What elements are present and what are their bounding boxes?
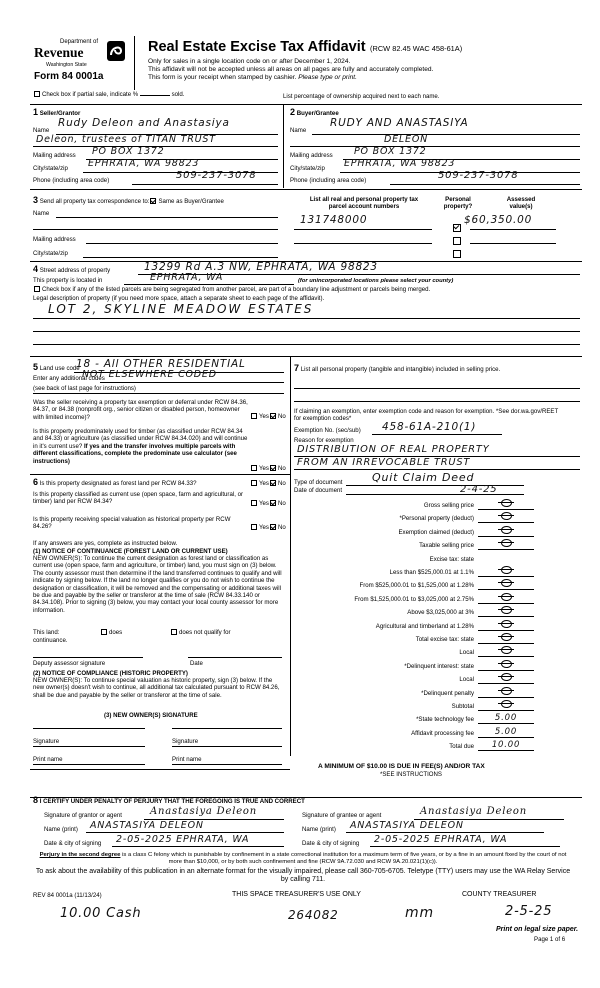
grantor-sig-label: Signature of grantor or agent	[44, 812, 122, 819]
seller-address[interactable]: PO BOX 1372	[92, 146, 165, 157]
grantor-name[interactable]: ANASTASIYA DELEON	[90, 820, 204, 831]
notice-compliance-body: NEW OWNER(S): To continue special valuation as historic property, sign (3) below. If the new owner(s) doesn't wish to continue, all additional tax calculated pursuant to RCW 84.26, shall be due and payable by the seller or transferor at the time of sale.	[33, 677, 280, 699]
s5-q2-no[interactable]	[270, 465, 276, 471]
treasurer-only: THIS SPACE TREASURER'S USE ONLY	[232, 891, 361, 898]
blank-mark-icon	[497, 673, 515, 680]
tax-row-value[interactable]	[482, 512, 530, 522]
deputy-signature-label: Deputy assessor signature	[33, 660, 106, 667]
s6-q1-no[interactable]	[270, 480, 276, 486]
certify-row: 8 I CERTIFY UNDER PENALTY OF PERJURY THAT THE FOREGOING IS TRUE AND CORRECT	[33, 795, 305, 805]
grantor-date-city[interactable]: 2-05-2025 EPHRATA, WA	[116, 834, 250, 845]
s5-q2-yes[interactable]	[251, 465, 257, 471]
buyer-phone-label: Phone (including area code)	[290, 177, 367, 184]
same-as-buyer-checkbox[interactable]	[150, 198, 156, 204]
tax-row-value[interactable]: 10.00	[491, 740, 521, 751]
tax-row-label: *Delinquent penalty	[421, 689, 474, 697]
receipt-number: 264082	[288, 908, 339, 922]
segregated-row: Check box if any of the listed parcels are being segregated from another parcel, are part of a boundary line adjustment or parcels being merged.	[33, 286, 430, 293]
rev-number: REV 84 0001a (11/13/24)	[33, 892, 102, 899]
tax-row-label: Above $3,025,000 at 3%	[407, 609, 474, 617]
notice-continuance-body: NEW OWNER(S): To continue the current designation as forest land or classification as current use (open space, farm and agriculture, or timber) land, you must sign on (3) below. The county assessor must then determine if the land transferred continues to qualify and will indicate by signing below. If the land no longer qualifies or you do not wish to continue the designation or classification, it will be removed and the compensating or additional taxes will be due and payable by the seller or transferor at the time of sale (RCW 84.33.140 or 84.34.108). Prior to signing (3) below, you may contact your local county assessor for more information.	[33, 555, 282, 614]
exemption-reason-1[interactable]: DISTRIBUTION OF REAL PROPERTY	[297, 444, 490, 455]
tax-row-value[interactable]	[482, 539, 530, 549]
tax-row-label: *Personal property (deduct)	[399, 515, 474, 523]
doc-type[interactable]: Quit Claim Deed	[372, 471, 475, 484]
title-text: Real Estate Excise Tax Affidavit	[148, 39, 366, 55]
notice-1: Only for sales in a single location code on or after December 1, 2024.	[148, 58, 351, 65]
buyer-address[interactable]: PO BOX 1372	[354, 146, 427, 157]
s6-q3-yes[interactable]	[251, 524, 257, 530]
located-note: (for unincorporated locations please select your county)	[298, 278, 454, 284]
s5-q1-no[interactable]	[270, 413, 276, 419]
corr-city-label: City/state/zip	[33, 250, 68, 257]
continuance-label: continuance.	[33, 637, 68, 644]
personal-header-2: property?	[443, 203, 473, 211]
tax-row-label: Affidavit processing fee	[411, 729, 474, 737]
grantor-name-label: Name (print)	[44, 826, 78, 833]
corr-name-label: Name	[33, 210, 50, 217]
blank-mark-icon	[497, 499, 515, 506]
personal-header-1: Personal	[445, 196, 471, 203]
cash-note: 10.00 Cash	[60, 906, 142, 921]
street-address[interactable]: 13299 Rd A.3 NW, EPHRATA, WA 98823	[144, 261, 378, 273]
tax-row-value[interactable]	[482, 620, 530, 630]
perjury-notice: Perjury in the second degree is a class C felony which is punishable by confinement in a state correctional institution for a maximum term of five years, or by a fine in an amount fixed by the court of not more than $10,000, or by both such confinement and fine (RCW 9A.72.030 and RCW 9A.20.021(1)(c)).	[39, 852, 567, 865]
tax-row-value[interactable]	[482, 579, 530, 589]
blank-mark-icon	[497, 539, 515, 546]
buyer-num: 2	[290, 107, 296, 117]
doc-date-label: Date of document	[294, 487, 343, 494]
s6-q2-answers: Yes No	[250, 500, 286, 507]
blank-mark-icon	[497, 687, 515, 694]
legal-paper-note: Print on legal size paper.	[496, 926, 579, 933]
tax-row-value[interactable]	[482, 593, 530, 603]
seller-name-label: Name	[33, 127, 50, 134]
see-back-note: (see back of last page for instructions)	[33, 385, 136, 392]
correspondence-row: 3 Send all property tax correspondence to: Same as Buyer/Grantee	[33, 195, 224, 205]
parcel-header-1: List all real and personal property tax	[309, 196, 419, 203]
stamp-date: 2-5-25	[505, 904, 553, 919]
s7-personal-property: 7 List all personal property (tangible and intangible) included in selling price.	[294, 363, 501, 373]
tax-row-label: Total due	[449, 743, 474, 751]
personal-property-checkbox-3[interactable]	[453, 250, 461, 258]
s5-q1-answers: Yes No	[250, 413, 286, 420]
county-treasurer: COUNTY TREASURER	[462, 891, 537, 898]
notice-compliance-title: (2) NOTICE OF COMPLIANCE (HISTORIC PROPERTY)	[33, 670, 188, 677]
new-owner-sig-title: (3) NEW OWNER(S) SIGNATURE	[104, 712, 198, 719]
tax-row-label: Gross selling price	[423, 502, 474, 509]
located-label: This property is located in	[33, 277, 103, 284]
grantor-signature[interactable]: Anastasiya Deleon	[150, 806, 257, 817]
exemption-label: If claiming an exemption, enter exemption code and reason for exemption. *See dor.wa.gov/REET for exemption codes*	[294, 408, 559, 423]
notice-3: This form is your receipt when stamped by cashier. Please type or print.	[148, 74, 357, 82]
reason-label: Reason for exemption	[294, 437, 354, 444]
owner-signature-label-2: Signature	[172, 738, 199, 745]
blank-mark-icon	[497, 660, 515, 667]
any-answers-note: If any answers are yes, complete as instructed below.	[33, 540, 178, 547]
s5-q1-yes[interactable]	[251, 413, 257, 419]
legal-label: Legal description of property (if you need more space, attach a separate sheet to each page of the affidavit).	[33, 295, 325, 302]
land-does-checkbox[interactable]	[101, 629, 107, 635]
dor-emblem-icon	[106, 40, 126, 62]
tax-row-value[interactable]	[482, 646, 530, 656]
deputy-date-label: Date	[190, 660, 203, 667]
tax-row-label: Taxable selling price	[419, 542, 474, 550]
s6-q2: Is this property classified as current use (open space, farm and agricultural, or timber) land per RCW 84.34?	[33, 491, 243, 506]
owner-signature-label-1: Signature	[33, 738, 60, 745]
assessed-header-1: Assessed	[506, 196, 536, 203]
seller-heading: Seller/Grantor	[39, 110, 81, 117]
land-does-row: does	[100, 629, 122, 636]
tax-row-label: *Delinquent interest: state	[404, 662, 474, 670]
tax-row-label: From $1,525,000.01 to $3,025,000 at 2.75%	[354, 595, 474, 603]
buyer-name-label: Name	[290, 127, 307, 134]
s6-q1-answers: Yes No	[250, 480, 286, 487]
blank-mark-icon	[497, 526, 515, 533]
seller-name-2[interactable]: Deleon, trustees of TITAN TRUST	[36, 134, 216, 145]
s6-q2-yes[interactable]	[251, 500, 257, 506]
blank-mark-icon	[497, 566, 515, 573]
alt-format-notice: To ask about the availability of this publication in an alternate format for the visually impaired, please call 360-705-6705. Teletype (TTY) users may use the WA Relay Service by calling 711.	[35, 868, 571, 883]
land-use-row: 5 Land use code	[33, 362, 80, 372]
s6-q1-yes[interactable]	[251, 480, 257, 486]
tax-row-value[interactable]	[482, 499, 530, 509]
exemption-no[interactable]: 458-61A-210(1)	[382, 421, 477, 433]
tax-row-value[interactable]	[482, 606, 530, 616]
blank-mark-icon	[497, 620, 515, 627]
notice-2: This affidavit will not be accepted unless all areas on all pages are fully and accurately completed.	[148, 66, 434, 74]
tax-row-value[interactable]	[482, 687, 530, 697]
grantee-date-city[interactable]: 2-05-2025 EPHRATA, WA	[374, 834, 508, 845]
buyer-name-1[interactable]: RUDY AND ANASTASIYA	[330, 117, 469, 129]
tax-row-value[interactable]	[482, 566, 530, 576]
tax-row-label: Subtotal	[451, 703, 474, 710]
ownership-note: List percentage of ownership acquired next to each name.	[283, 93, 440, 100]
tax-row-value[interactable]	[482, 660, 530, 670]
buyer-heading: Buyer/Grantee	[296, 110, 339, 117]
blank-mark-icon	[497, 593, 515, 600]
this-land-label: This land:	[33, 629, 60, 636]
s6-q1: 6 Is this property designated as forest land per RCW 84.33?	[33, 477, 197, 487]
s6-q3-answers: Yes No	[250, 524, 286, 531]
assessed-value[interactable]: $60,350.00	[464, 214, 533, 226]
doc-type-label: Type of document	[294, 479, 343, 486]
exemption-reason-2[interactable]: FROM AN IRREVOCABLE TRUST	[297, 457, 471, 468]
tax-row-value[interactable]: 5.00	[494, 713, 518, 724]
s5-q2: Is this property predominately used for timber (as classified under RCW 84.34 and 84.33) or agriculture (as classified under RCW 84.34.020) and will continue in it's current use? If yes and the transfer involves multiple parcels with different classifications, complete the predominate use calculator (see instructions)	[33, 428, 248, 465]
grantee-name[interactable]: ANASTASIYA DELEON	[350, 820, 464, 831]
buyer-name-2[interactable]: DELEON	[384, 134, 428, 145]
legal-description[interactable]: LOT 2, SKYLINE MEADOW ESTATES	[48, 302, 314, 316]
see-instructions: *SEE INSTRUCTIONS	[380, 771, 442, 778]
tax-row-value[interactable]	[482, 526, 530, 536]
blank-mark-icon	[497, 579, 515, 586]
form-title	[148, 38, 462, 56]
dept-line: Department of	[60, 39, 99, 45]
form-number: Form 84 0001a	[34, 71, 104, 82]
parcel-header-2: parcel account numbers	[328, 203, 400, 211]
tax-row-value[interactable]	[482, 633, 530, 643]
land-use-code[interactable]: 18 - All OTHER RESIDENTIAL	[76, 358, 246, 370]
s6-q3: Is this property receiving special valuation as historical property per RCW 84.26?	[33, 516, 231, 531]
tax-row-label: *State technology fee	[416, 716, 474, 724]
blank-mark-icon	[497, 606, 515, 613]
cashier-initials: mm	[405, 905, 434, 921]
tax-row-label: Local	[459, 649, 474, 657]
tax-row-value[interactable]: 5.00	[494, 726, 518, 737]
seller-address-label: Mailing address	[33, 152, 76, 159]
doc-date[interactable]: 2-4-25	[460, 484, 498, 495]
tax-row-label: Agricultural and timberland at 1.28%	[375, 622, 474, 630]
grantee-date-label: Date & city of signing	[302, 840, 360, 847]
notice-continuance-title: (1) NOTICE OF CONTINUANCE (FOREST LAND OR CURRENT USE)	[33, 548, 228, 555]
tax-row-label: Total excise tax: state	[415, 636, 474, 643]
title-ref: (RCW 82.45 WAC 458-61A)	[370, 44, 463, 53]
tax-row-label: Local	[459, 676, 474, 684]
parcel-number[interactable]: 131748000	[300, 214, 368, 226]
land-use-code-2[interactable]: NOT ELSEWHERE CODED	[82, 369, 217, 380]
tax-row-value[interactable]	[482, 700, 530, 710]
seller-city[interactable]: EPHRATA, WA 98823	[88, 158, 200, 169]
grantee-sig-label: Signature of grantee or agent	[302, 812, 382, 819]
dept-state: Washington State	[46, 62, 87, 68]
tax-row-label: Exemption claimed (deduct)	[398, 528, 474, 536]
seller-phone[interactable]: 509-237-3078	[176, 170, 257, 181]
tax-row-value[interactable]	[482, 673, 530, 683]
partial-sale-checkbox[interactable]	[34, 91, 40, 97]
seller-num: 1	[33, 107, 39, 117]
s5-q1: Was the seller receiving a property tax exemption or deferral under RCW 84.36, 84.37, or 84.38 (nonprofit org., senior citizen or disabled person, homeowner with limited income)?	[33, 399, 248, 421]
blank-mark-icon	[497, 700, 515, 707]
seller-name-1[interactable]: Rudy Deleon and Anastasiya	[58, 117, 230, 129]
owner-print-label-2: Print name	[172, 756, 202, 763]
tax-row-label: From $525,000.01 to $1,525,000 at 1.28%	[359, 582, 474, 590]
s6-q2-no[interactable]	[270, 500, 276, 506]
blank-mark-icon	[497, 633, 515, 640]
minimum-due: A MINIMUM OF $10.00 IS DUE IN FEE(S) AND/OR TAX	[318, 763, 485, 770]
s6-q3-no[interactable]	[270, 524, 276, 530]
tax-row-label: Excise tax: state	[429, 555, 474, 563]
buyer-city[interactable]: EPHRATA, WA 98823	[344, 158, 456, 169]
blank-mark-icon	[497, 646, 515, 653]
land-does-not-row: does not qualify for	[170, 629, 231, 636]
page-number: Page 1 of 6	[534, 936, 566, 943]
tax-row-label: Less than $525,000.01 at 1.1%	[389, 569, 474, 576]
buyer-phone[interactable]: 509-237-3078	[438, 170, 519, 181]
street-row: 4 Street address of property	[33, 264, 111, 274]
grantee-signature[interactable]: Anastasiya Deleon	[420, 806, 527, 817]
owner-print-label-1: Print name	[33, 756, 63, 763]
segregated-checkbox[interactable]	[34, 286, 40, 292]
seller-city-label: City/state/zip	[33, 165, 68, 172]
s5-q2-answers: Yes No	[250, 465, 286, 472]
seller-phone-label: Phone (including area code)	[33, 177, 110, 184]
blank-mark-icon	[497, 512, 515, 519]
grantor-date-label: Date & city of signing	[44, 840, 102, 847]
grantee-name-label: Name (print)	[302, 826, 336, 833]
exemption-no-label: Exemption No. (sec/sub)	[294, 427, 361, 434]
dept-name: Revenue	[34, 45, 84, 60]
buyer-address-label: Mailing address	[290, 152, 333, 159]
buyer-city-label: City/state/zip	[290, 165, 325, 172]
partial-sale-row: Check box if partial sale, indicate % sold.	[33, 91, 184, 98]
corr-address-label: Mailing address	[33, 236, 76, 243]
additional-codes-label: Enter any additional codes	[33, 375, 105, 382]
assessed-header-2: value(s)	[509, 203, 533, 211]
located-value[interactable]: EPHRATA, WA	[150, 272, 224, 283]
land-does-not-checkbox[interactable]	[171, 629, 177, 635]
